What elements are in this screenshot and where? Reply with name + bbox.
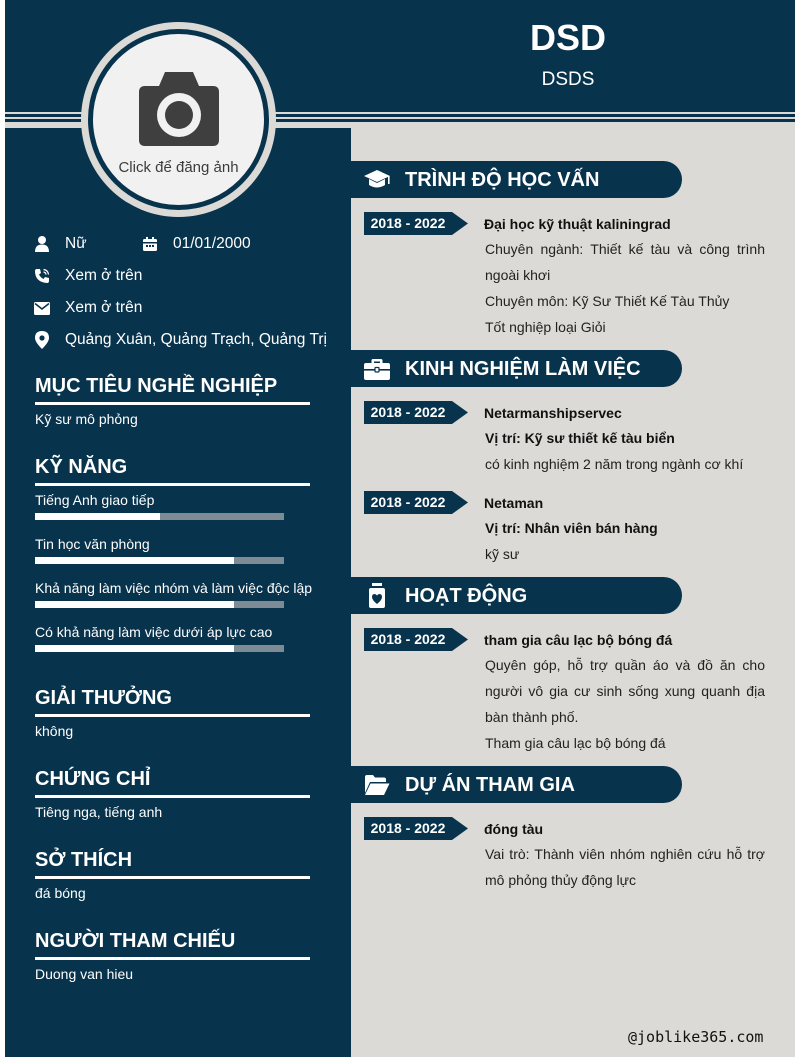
birthdate-value[interactable]: 01/01/2000 xyxy=(173,235,251,252)
hobbies-text[interactable]: đá bóng xyxy=(35,885,86,901)
awards-text[interactable]: không xyxy=(35,723,74,739)
email-row xyxy=(33,296,142,320)
user-icon xyxy=(33,235,51,253)
phone-icon xyxy=(33,267,51,285)
skill-level-fill xyxy=(35,513,160,520)
email-value[interactable]: Xem ở trên xyxy=(65,299,143,316)
experience-company[interactable]: Netarmanshipservec xyxy=(484,405,622,421)
skill-level-bar xyxy=(35,645,284,652)
projects-heading: DỰ ÁN THAM GIA xyxy=(405,774,575,796)
education-date[interactable]: 2018 - 2022 xyxy=(370,215,446,231)
experience-company[interactable]: Netaman xyxy=(484,495,544,511)
education-school[interactable]: Đại học kỹ thuật kaliningrad xyxy=(484,216,671,232)
avatar[interactable] xyxy=(81,22,276,217)
phone-value[interactable]: Xem ở trên xyxy=(65,267,143,284)
gender-value[interactable]: Nữ xyxy=(65,235,87,252)
experience-position[interactable]: Vị trí: Nhân viên bán hàng xyxy=(485,520,658,536)
skills-heading: KỸ NĂNG xyxy=(35,454,310,486)
birthdate-row xyxy=(141,232,251,256)
education-date-tag xyxy=(364,212,468,235)
career-goal-text[interactable]: Kỹ sư mô phỏng xyxy=(35,411,138,427)
experience-date-tag xyxy=(364,491,468,514)
watermark-text: @joblike365.com xyxy=(628,1028,764,1046)
skill-level-fill xyxy=(35,645,234,652)
skill-level-bar xyxy=(35,557,284,564)
skill-level-bar xyxy=(35,601,284,608)
avatar-border xyxy=(88,29,269,210)
project-role[interactable]: Vai trò: Thành viên nhóm nghiên cứu hỗ trợ mô phỏng thủy động lực xyxy=(485,846,765,888)
awards-heading: GIẢI THƯỞNG xyxy=(35,685,310,717)
skill-level-fill xyxy=(35,557,234,564)
certificates-text[interactable]: Tiêng nga, tiếng anh xyxy=(35,804,163,820)
experience-date[interactable]: 2018 - 2022 xyxy=(370,404,446,420)
career-goal-heading: MỤC TIÊU NGHỀ NGHIỆP xyxy=(35,373,310,405)
experience-date[interactable]: 2018 - 2022 xyxy=(370,494,446,510)
activities-date-tag xyxy=(364,628,468,651)
projects-section-header xyxy=(351,766,682,803)
activities-section-header xyxy=(351,577,682,614)
education-heading: TRÌNH ĐỘ HỌC VẤN xyxy=(405,169,600,191)
skill-label[interactable]: Tiếng Anh giao tiếp xyxy=(35,492,155,508)
skill-level-bar xyxy=(35,513,284,520)
skill-label[interactable]: Tin học văn phòng xyxy=(35,536,150,552)
avatar-upload-area[interactable] xyxy=(93,34,264,205)
briefcase-icon xyxy=(363,355,391,383)
address-row xyxy=(33,328,327,352)
experience-position[interactable]: Vị trí: Kỹ sư thiết kế tàu biển xyxy=(485,430,675,446)
camera-icon xyxy=(133,64,225,156)
phone-row xyxy=(33,264,142,288)
badge-icon xyxy=(363,582,391,610)
activity-note[interactable]: Tham gia câu lạc bộ bóng đá xyxy=(485,735,666,751)
experience-description[interactable]: có kinh nghiệm 2 năm trong ngành cơ khí xyxy=(485,456,744,472)
candidate-name[interactable]: DSD xyxy=(529,17,606,58)
skill-label[interactable]: Có khả năng làm việc dưới áp lực cao xyxy=(35,624,273,640)
activities-date[interactable]: 2018 - 2022 xyxy=(370,631,446,647)
gender-row xyxy=(33,232,87,256)
experience-heading: KINH NGHIỆM LÀM VIỆC xyxy=(405,358,641,380)
experience-description[interactable]: kỹ sư xyxy=(485,546,520,562)
references-text[interactable]: Duong van hieu xyxy=(35,966,134,982)
resume-page xyxy=(5,0,795,1057)
education-grade[interactable]: Tốt nghiệp loại Giỏi xyxy=(485,319,606,335)
projects-date-tag xyxy=(364,817,468,840)
education-major[interactable]: Chuyên ngành: Thiết kế tàu và công trình ngoài khơi xyxy=(485,241,765,283)
activity-name[interactable]: tham gia câu lạc bộ bóng đá xyxy=(484,632,673,648)
certificates-heading: CHỨNG CHỈ xyxy=(35,766,310,798)
project-name[interactable]: đóng tàu xyxy=(484,821,544,837)
projects-date[interactable]: 2018 - 2022 xyxy=(370,820,446,836)
folder-open-icon xyxy=(363,771,391,799)
calendar-icon xyxy=(141,235,159,253)
avatar-upload-label: Click để đăng ảnh xyxy=(118,159,239,176)
education-section-header xyxy=(351,161,682,198)
hobbies-heading: SỞ THÍCH xyxy=(35,847,310,879)
address-value[interactable]: Quảng Xuân, Quảng Trạch, Quảng Trị xyxy=(65,331,327,348)
experience-section-header xyxy=(351,350,682,387)
references-heading: NGƯỜI THAM CHIẾU xyxy=(35,928,310,960)
envelope-icon xyxy=(33,299,51,317)
map-pin-icon xyxy=(33,331,51,349)
candidate-title[interactable]: DSDS xyxy=(541,69,595,90)
activities-heading: HOẠT ĐỘNG xyxy=(405,585,528,607)
education-specialty[interactable]: Chuyên môn: Kỹ Sư Thiết Kế Tàu Thủy xyxy=(485,293,730,309)
skill-label[interactable]: Khả năng làm việc nhóm và làm việc độc lập xyxy=(35,580,313,596)
graduation-cap-icon xyxy=(363,166,391,194)
experience-date-tag xyxy=(364,401,468,424)
activity-description[interactable]: Quyên góp, hỗ trợ quần áo và đồ ăn cho người vô gia cư sinh sống xung quanh địa bàn thành phố. xyxy=(485,657,765,725)
skill-level-fill xyxy=(35,601,234,608)
